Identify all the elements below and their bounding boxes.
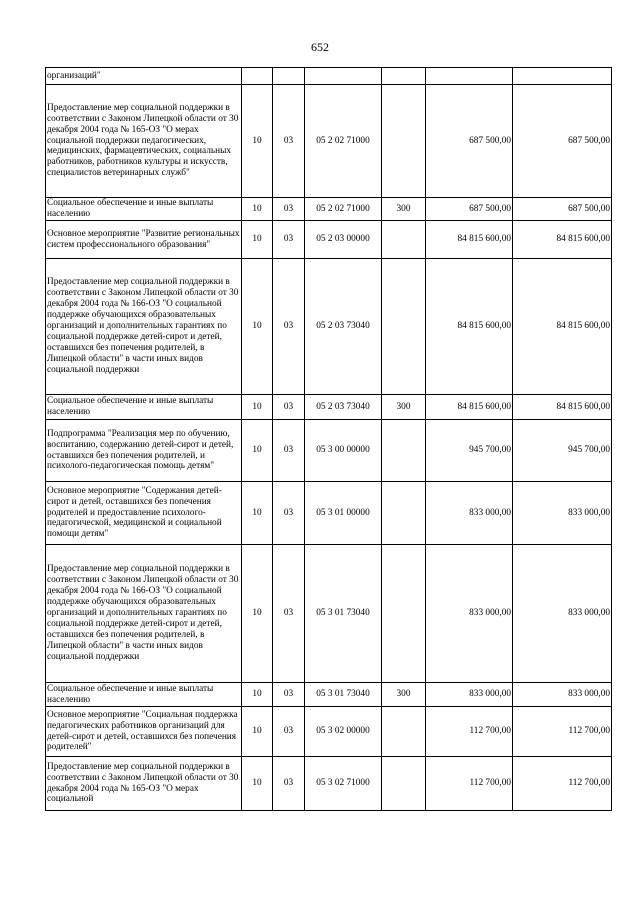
table-row: [46, 757, 612, 811]
section-code-cell: 10: [242, 757, 273, 811]
section-code-cell: 10: [242, 420, 273, 482]
row-name-cell: Основное мероприятие "Социальная поддержка педагогических работников организаций для детей-сирот и детей, оставшихся без попечения родителей": [46, 707, 242, 757]
target-article-cell: 05 3 02 00000: [305, 707, 382, 757]
table-row: [46, 420, 612, 482]
amount-2-cell: 833 000,00: [513, 683, 612, 707]
section-code-cell: 10: [242, 198, 273, 221]
expense-type-cell: 300: [382, 198, 426, 221]
expense-type-cell: [382, 420, 426, 482]
budget-table: [45, 67, 612, 811]
subsection-code-cell: 03: [273, 420, 305, 482]
amount-1-cell: 833 000,00: [426, 545, 513, 683]
section-code-cell: 10: [242, 545, 273, 683]
expense-type-cell: [382, 545, 426, 683]
amount-1-cell: [426, 68, 513, 85]
section-code-cell: [242, 68, 273, 85]
section-code-cell: 10: [242, 707, 273, 757]
row-name-cell: Основное мероприятие "Развитие региональных систем профессионального образования": [46, 221, 242, 259]
amount-2-cell: 84 815 600,00: [513, 259, 612, 395]
expense-type-cell: [382, 68, 426, 85]
expense-type-cell: [382, 757, 426, 811]
target-article-cell: 05 2 03 73040: [305, 259, 382, 395]
row-name-cell: Социальное обеспечение и иные выплаты населению: [46, 198, 242, 221]
table-row: [46, 482, 612, 545]
table-row: [46, 707, 612, 757]
target-article-cell: 05 2 02 71000: [305, 198, 382, 221]
row-name-cell: Предоставление мер социальной поддержки в соответствии с Законом Липецкой области от 30 декабря 2004 года № 165-ОЗ "О мерах социальной: [46, 757, 242, 811]
section-code-cell: 10: [242, 395, 273, 420]
subsection-code-cell: 03: [273, 395, 305, 420]
table-row: [46, 395, 612, 420]
amount-2-cell: 945 700,00: [513, 420, 612, 482]
subsection-code-cell: 03: [273, 198, 305, 221]
section-code-cell: 10: [242, 259, 273, 395]
amount-1-cell: 687 500,00: [426, 198, 513, 221]
table-row: [46, 85, 612, 198]
target-article-cell: 05 3 01 73040: [305, 683, 382, 707]
amount-2-cell: 687 500,00: [513, 198, 612, 221]
amount-1-cell: 833 000,00: [426, 482, 513, 545]
amount-1-cell: 833 000,00: [426, 683, 513, 707]
table-row: [46, 198, 612, 221]
expense-type-cell: 300: [382, 395, 426, 420]
target-article-cell: 05 2 02 71000: [305, 85, 382, 198]
amount-1-cell: 84 815 600,00: [426, 395, 513, 420]
row-name-cell: Предоставление мер социальной поддержки в соответствии с Законом Липецкой области от 30 декабря 2004 года № 166-ОЗ "О социальной поддержке обучающихся образовательных организаций и дополнительных гарантиях по социальной поддержке детей-сирот и детей, оставшихся без попечения родителей, в Липецкой области" в части иных видов социальной поддержки: [46, 259, 242, 395]
row-name-cell: Предоставление мер социальной поддержки в соответствии с Законом Липецкой области от 30 декабря 2004 года № 165-ОЗ "О мерах социальной поддержки педагогических, медицинских, фармацевтических, социальных работников, работников культуры и искусств, специалистов ветеринарных служб": [46, 85, 242, 198]
row-name-cell: Подпрограмма "Реализация мер по обучению, воспитанию, содержанию детей-сирот и детей, оставшихся без попечения родителей, и психолого-педагогическая помощь детям": [46, 420, 242, 482]
section-code-cell: 10: [242, 683, 273, 707]
amount-2-cell: [513, 68, 612, 85]
expense-type-cell: [382, 482, 426, 545]
subsection-code-cell: 03: [273, 85, 305, 198]
subsection-code-cell: 03: [273, 757, 305, 811]
subsection-code-cell: 03: [273, 259, 305, 395]
subsection-code-cell: [273, 68, 305, 85]
amount-2-cell: 833 000,00: [513, 545, 612, 683]
row-name-cell: Предоставление мер социальной поддержки в соответствии с Законом Липецкой области от 30 декабря 2004 года № 166-ОЗ "О социальной поддержке обучающихся образовательных организаций и дополнительных гарантиях по социальной поддержке детей-сирот и детей, оставшихся без попечения родителей, в Липецкой области" в части иных видов социальной поддержки: [46, 545, 242, 683]
section-code-cell: 10: [242, 85, 273, 198]
expense-type-cell: [382, 85, 426, 198]
target-article-cell: [305, 68, 382, 85]
target-article-cell: 05 3 00 00000: [305, 420, 382, 482]
amount-2-cell: 112 700,00: [513, 707, 612, 757]
table-body: [46, 68, 612, 811]
amount-1-cell: 84 815 600,00: [426, 259, 513, 395]
amount-2-cell: 833 000,00: [513, 482, 612, 545]
expense-type-cell: [382, 259, 426, 395]
expense-type-cell: 300: [382, 683, 426, 707]
target-article-cell: 05 3 02 71000: [305, 757, 382, 811]
amount-2-cell: 112 700,00: [513, 757, 612, 811]
row-name-cell: Основное мероприятие "Содержания детей-сирот и детей, оставшихся без попечения родителей и предоставление психолого-педагогической, медицинской и социальной помощи детям": [46, 482, 242, 545]
amount-1-cell: 84 815 600,00: [426, 221, 513, 259]
row-name-cell: организаций": [46, 68, 242, 85]
subsection-code-cell: 03: [273, 707, 305, 757]
expense-type-cell: [382, 221, 426, 259]
amount-2-cell: 687 500,00: [513, 85, 612, 198]
table-row: [46, 683, 612, 707]
table-row: [46, 68, 612, 85]
row-name-cell: Социальное обеспечение и иные выплаты населению: [46, 395, 242, 420]
amount-1-cell: 112 700,00: [426, 757, 513, 811]
amount-2-cell: 84 815 600,00: [513, 395, 612, 420]
subsection-code-cell: 03: [273, 482, 305, 545]
amount-2-cell: 84 815 600,00: [513, 221, 612, 259]
amount-1-cell: 945 700,00: [426, 420, 513, 482]
subsection-code-cell: 03: [273, 221, 305, 259]
subsection-code-cell: 03: [273, 683, 305, 707]
section-code-cell: 10: [242, 221, 273, 259]
amount-1-cell: 687 500,00: [426, 85, 513, 198]
amount-1-cell: 112 700,00: [426, 707, 513, 757]
subsection-code-cell: 03: [273, 545, 305, 683]
target-article-cell: 05 3 01 73040: [305, 545, 382, 683]
row-name-cell: Социальное обеспечение и иные выплаты населению: [46, 683, 242, 707]
table-row: [46, 259, 612, 395]
section-code-cell: 10: [242, 482, 273, 545]
target-article-cell: 05 2 03 73040: [305, 395, 382, 420]
page-number: 652: [311, 40, 329, 54]
target-article-cell: 05 2 03 00000: [305, 221, 382, 259]
target-article-cell: 05 3 01 00000: [305, 482, 382, 545]
table-row: [46, 221, 612, 259]
expense-type-cell: [382, 707, 426, 757]
table-row: [46, 545, 612, 683]
